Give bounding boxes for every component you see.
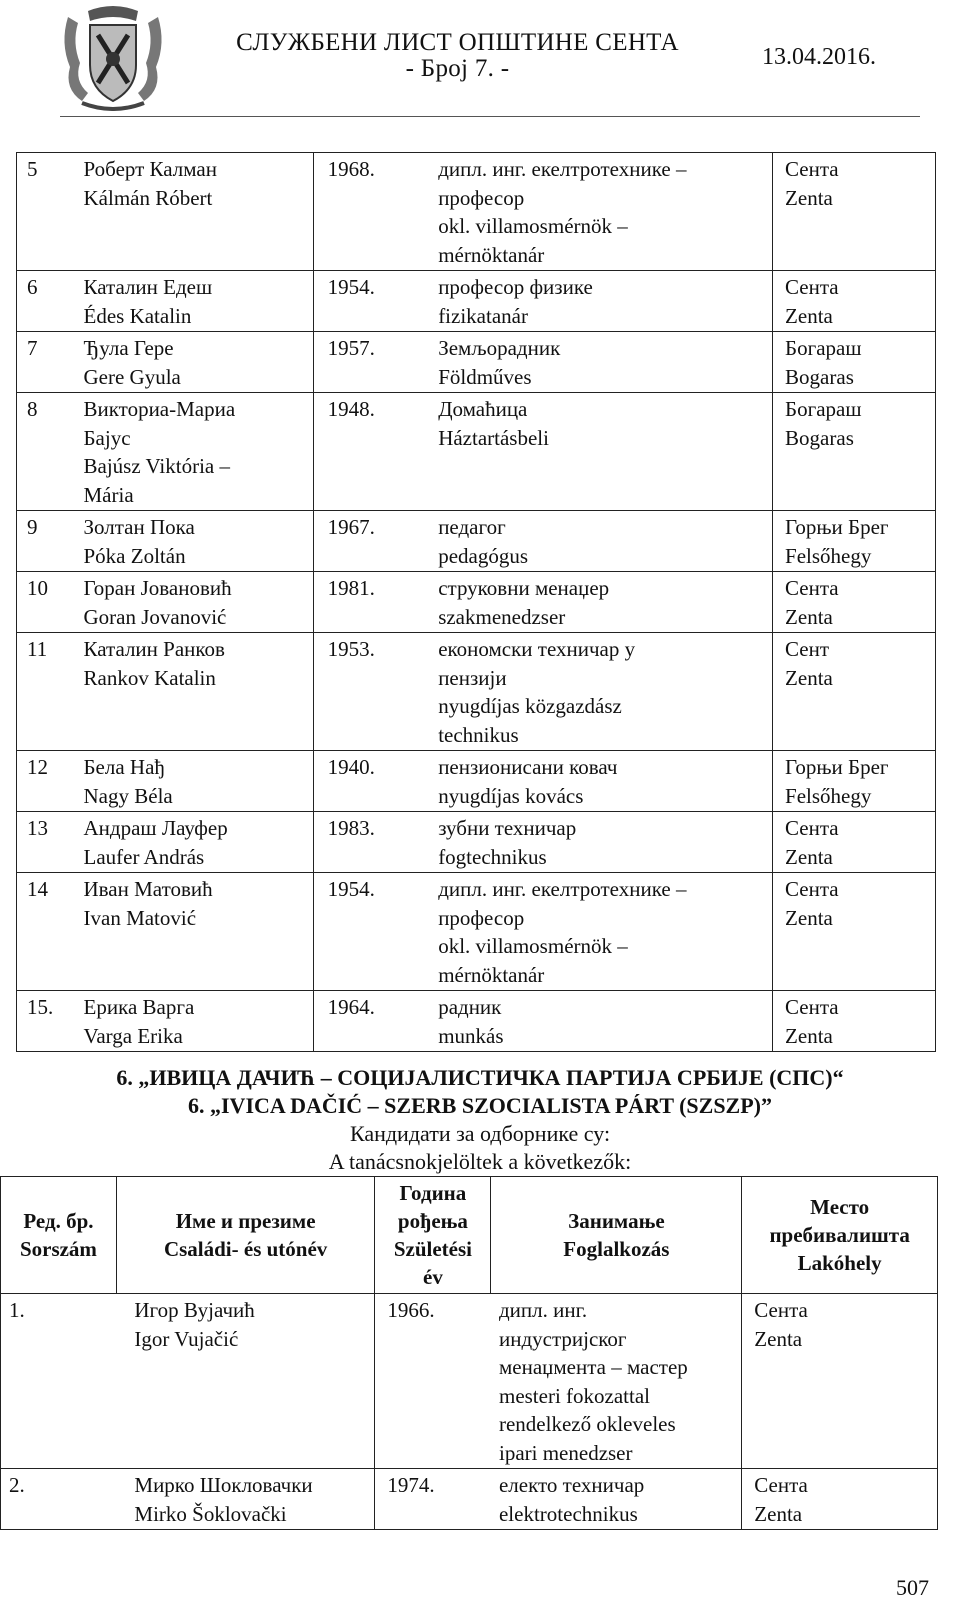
cell-residence-line: Сент bbox=[785, 637, 830, 661]
cell-residence-line: Felsőhegy bbox=[785, 783, 872, 808]
header-residence-line: Lakóhely bbox=[797, 1251, 882, 1275]
cell-occupation-line: Földműves bbox=[438, 364, 532, 389]
cell-name-line: Nagy Béla bbox=[83, 783, 173, 808]
cell-ordinal: 10 bbox=[17, 572, 78, 633]
candidate-table-continued bbox=[16, 152, 936, 1052]
cell-occupation-line: elektrotechnikus bbox=[498, 1501, 638, 1526]
cell-occupation bbox=[432, 751, 772, 812]
cell-occupation-line: електо техничар bbox=[498, 1473, 645, 1497]
cell-residence-line: Горњи Брег bbox=[785, 755, 889, 779]
cell-occupation-line: зубни техничар bbox=[438, 816, 577, 840]
cell-name-line: Каталин Ранков bbox=[83, 637, 225, 661]
header-divider bbox=[60, 116, 920, 117]
cell-residence-line: Zenta bbox=[785, 844, 833, 869]
cell-ordinal: 11 bbox=[17, 633, 78, 751]
cell-name-line: Золтан Пока bbox=[83, 515, 195, 539]
cell-occupation-line: дипл. инг. екелтротехнике – bbox=[438, 157, 687, 181]
cell-residence bbox=[773, 991, 936, 1052]
cell-ordinal: 9 bbox=[17, 511, 78, 572]
table-row bbox=[17, 332, 936, 393]
cell-birth-year: 1966. bbox=[375, 1294, 491, 1469]
page-number: 507 bbox=[896, 1575, 929, 1600]
cell-name bbox=[116, 1294, 374, 1469]
cell-birth-year: 1954. bbox=[313, 271, 432, 332]
cell-residence bbox=[773, 633, 936, 751]
cell-residence-line: Сента bbox=[785, 576, 839, 600]
cell-name-line: Андраш Лауфер bbox=[83, 816, 228, 840]
cell-name-line: Édes Katalin bbox=[83, 303, 192, 328]
cell-ordinal: 14 bbox=[17, 873, 78, 991]
cell-occupation bbox=[432, 991, 772, 1052]
table-row bbox=[17, 751, 936, 812]
cell-occupation bbox=[491, 1469, 742, 1530]
cell-occupation bbox=[432, 332, 772, 393]
cell-occupation-line: fizikatanár bbox=[438, 303, 528, 328]
cell-name-line: Иван Матовић bbox=[83, 877, 213, 901]
candidate-table-sps bbox=[0, 1176, 938, 1530]
cell-occupation bbox=[432, 873, 772, 991]
cell-birth-year: 1967. bbox=[313, 511, 432, 572]
cell-occupation-line: mérnöktanár bbox=[438, 962, 545, 987]
cell-residence-line: Богараш bbox=[785, 336, 862, 360]
gazette-title bbox=[205, 30, 710, 82]
cell-occupation bbox=[432, 812, 772, 873]
cell-birth-year: 1953. bbox=[313, 633, 432, 751]
cell-birth-year: 1968. bbox=[313, 153, 432, 271]
cell-occupation bbox=[491, 1294, 742, 1469]
cell-occupation-line: Земљорадник bbox=[438, 336, 561, 360]
cell-name-line: Ivan Matović bbox=[83, 905, 197, 930]
cell-residence bbox=[773, 153, 936, 271]
cell-occupation bbox=[432, 271, 772, 332]
header-ordinal bbox=[1, 1177, 117, 1294]
cell-residence-line: Zenta bbox=[785, 303, 833, 328]
cell-name bbox=[78, 812, 314, 873]
section-title-hungarian: 6. „IVICA DAČIĆ – SZERB SZOCIALISTA PÁRT (SZSZP)” bbox=[188, 1093, 772, 1118]
header-residence-line: Место bbox=[810, 1195, 870, 1219]
cell-residence-line: Сента bbox=[785, 816, 839, 840]
header-ordinal-sr: Ред. бр. bbox=[23, 1209, 94, 1233]
cell-name-line: Varga Erika bbox=[83, 1023, 183, 1048]
header-name-sr: Име и презиме bbox=[175, 1209, 316, 1233]
coat-of-arms-icon bbox=[58, 3, 168, 111]
cell-ordinal: 15. bbox=[17, 991, 78, 1052]
cell-occupation bbox=[432, 572, 772, 633]
cell-ordinal: 6 bbox=[17, 271, 78, 332]
cell-residence-line: Zenta bbox=[785, 905, 833, 930]
header-occupation bbox=[491, 1177, 742, 1294]
page-header bbox=[0, 0, 960, 120]
table-row bbox=[17, 812, 936, 873]
cell-name-line: Goran Jovanović bbox=[83, 604, 227, 629]
cell-birth-year: 1974. bbox=[375, 1469, 491, 1530]
header-name-hu: Családi- és utónév bbox=[163, 1237, 328, 1261]
table-row bbox=[1, 1294, 938, 1469]
cell-name bbox=[78, 991, 314, 1052]
cell-birth-year: 1981. bbox=[313, 572, 432, 633]
cell-residence bbox=[773, 511, 936, 572]
cell-occupation-line: Домаћица bbox=[438, 397, 528, 421]
cell-ordinal: 1. bbox=[1, 1294, 117, 1469]
cell-occupation-line: радник bbox=[438, 995, 502, 1019]
cell-name bbox=[78, 332, 314, 393]
cell-occupation-line: pedagógus bbox=[438, 543, 529, 568]
cell-occupation-line: професор bbox=[438, 905, 525, 930]
cell-name-line: Laufer András bbox=[83, 844, 205, 869]
table-row bbox=[17, 271, 936, 332]
cell-residence bbox=[773, 812, 936, 873]
cell-name bbox=[78, 873, 314, 991]
cell-residence-line: Zenta bbox=[754, 1501, 803, 1526]
cell-residence-line: Felsőhegy bbox=[785, 543, 872, 568]
cell-birth-year: 1948. bbox=[313, 393, 432, 511]
table-row bbox=[17, 873, 936, 991]
header-year-line: év bbox=[423, 1265, 443, 1289]
cell-occupation-line: nyugdíjas közgazdász bbox=[438, 694, 622, 718]
cell-occupation-line: индустријског bbox=[498, 1326, 627, 1351]
cell-name-line: Bajúsz Viktória – bbox=[83, 454, 230, 478]
cell-occupation-line: менаџмента – мастер bbox=[498, 1355, 688, 1379]
cell-ordinal: 7 bbox=[17, 332, 78, 393]
cell-residence bbox=[773, 572, 936, 633]
header-residence bbox=[742, 1177, 938, 1294]
cell-occupation-line: nyugdíjas kovács bbox=[438, 783, 584, 808]
cell-birth-year: 1983. bbox=[313, 812, 432, 873]
table-row bbox=[17, 511, 936, 572]
header-year-line: Születési bbox=[393, 1237, 472, 1261]
table-row bbox=[17, 633, 936, 751]
cell-name-line: Gere Gyula bbox=[83, 364, 181, 389]
cell-occupation-line: струковни менаџер bbox=[438, 576, 610, 600]
header-birth-year bbox=[375, 1177, 491, 1294]
cell-residence bbox=[773, 332, 936, 393]
section-title-serbian: 6. „ИВИЦА ДАЧИЋ – СОЦИЈАЛИСТИЧКА ПАРТИЈА СРБИЈЕ (СПС)“ bbox=[116, 1065, 844, 1090]
cell-residence-line: Zenta bbox=[785, 665, 833, 690]
cell-name-line: Роберт Калман bbox=[83, 157, 217, 181]
header-ordinal-hu: Sorszám bbox=[19, 1237, 97, 1261]
cell-name bbox=[78, 751, 314, 812]
cell-residence-line: Zenta bbox=[785, 604, 833, 629]
cell-name-line: Mirko Šoklovački bbox=[134, 1501, 287, 1526]
cell-occupation-line: okl. villamosmérnök – bbox=[438, 934, 628, 958]
cell-occupation-line: професор физике bbox=[438, 275, 593, 299]
cell-residence-line: Bogaras bbox=[785, 425, 854, 450]
header-occupation-hu: Foglalkozás bbox=[563, 1237, 670, 1261]
table-row bbox=[17, 991, 936, 1052]
cell-name-line: Каталин Едеш bbox=[83, 275, 213, 299]
cell-residence-line: Богараш bbox=[785, 397, 862, 421]
cell-name-line: Игор Вујачић bbox=[134, 1298, 255, 1322]
issue-date: 13.04.2016. bbox=[762, 44, 876, 70]
cell-residence bbox=[773, 271, 936, 332]
cell-occupation-line: okl. villamosmérnök – bbox=[438, 214, 628, 238]
cell-residence bbox=[773, 393, 936, 511]
table-row bbox=[17, 393, 936, 511]
cell-occupation-line: fogtechnikus bbox=[438, 844, 547, 869]
cell-residence-line: Сента bbox=[785, 275, 839, 299]
cell-ordinal: 13 bbox=[17, 812, 78, 873]
cell-name bbox=[78, 153, 314, 271]
cell-name bbox=[78, 572, 314, 633]
cell-occupation-line: szakmenedzser bbox=[438, 604, 566, 629]
gazette-name: СЛУЖБЕНИ ЛИСТ ОПШТИНЕ СЕНТА bbox=[236, 29, 679, 56]
cell-residence-line: Bogaras bbox=[785, 364, 854, 389]
cell-name-line: Ерика Варга bbox=[83, 995, 195, 1019]
cell-residence-line: Сента bbox=[754, 1298, 808, 1322]
cell-occupation-line: technikus bbox=[438, 722, 519, 747]
cell-ordinal: 5 bbox=[17, 153, 78, 271]
cell-name bbox=[78, 633, 314, 751]
cell-occupation-line: дипл. инг. екелтротехнике – bbox=[438, 877, 687, 901]
cell-residence bbox=[742, 1294, 938, 1469]
cell-name-line: Mária bbox=[83, 482, 134, 507]
cell-occupation bbox=[432, 393, 772, 511]
issue-number: - Број 7. - bbox=[405, 55, 510, 82]
cell-name-line: Ђула Гере bbox=[83, 336, 174, 360]
cell-occupation-line: педагог bbox=[438, 515, 506, 539]
candidates-intro-serbian: Кандидати за одборнике су: bbox=[349, 1121, 611, 1146]
cell-birth-year: 1940. bbox=[313, 751, 432, 812]
cell-occupation bbox=[432, 633, 772, 751]
cell-ordinal: 12 bbox=[17, 751, 78, 812]
cell-occupation-line: пензионисани ковач bbox=[438, 755, 618, 779]
cell-occupation-line: mesteri fokozattal bbox=[498, 1383, 651, 1408]
header-residence-line: пребивалишта bbox=[769, 1223, 910, 1247]
cell-residence bbox=[773, 873, 936, 991]
cell-residence-line: Zenta bbox=[785, 185, 833, 210]
cell-occupation-line: Háztartásbeli bbox=[438, 425, 549, 450]
cell-occupation-line: пензији bbox=[438, 665, 507, 690]
cell-occupation-line: професор bbox=[438, 185, 525, 210]
cell-name-line: Викториа-Мариа bbox=[83, 397, 236, 421]
cell-occupation-line: mérnöktanár bbox=[438, 242, 545, 267]
header-occupation-sr: Занимање bbox=[568, 1209, 665, 1233]
cell-birth-year: 1957. bbox=[313, 332, 432, 393]
cell-birth-year: 1954. bbox=[313, 873, 432, 991]
candidates-intro-hungarian: A tanácsnokjelöltek a következők: bbox=[328, 1149, 632, 1174]
table-row bbox=[17, 572, 936, 633]
cell-residence-line: Сента bbox=[785, 157, 839, 181]
header-year-line: Година bbox=[399, 1181, 467, 1205]
cell-name bbox=[78, 271, 314, 332]
cell-name bbox=[116, 1469, 374, 1530]
cell-name-line: Горан Јовановић bbox=[83, 576, 232, 600]
cell-residence-line: Сента bbox=[785, 995, 839, 1019]
cell-residence-line: Zenta bbox=[785, 1023, 833, 1048]
cell-occupation-line: rendelkező okleveles bbox=[498, 1412, 676, 1436]
cell-name-line: Мирко Шокловачки bbox=[134, 1473, 313, 1497]
cell-ordinal: 2. bbox=[1, 1469, 117, 1530]
table-row bbox=[17, 153, 936, 271]
table-header-row bbox=[1, 1177, 938, 1294]
cell-name bbox=[78, 511, 314, 572]
cell-occupation-line: економски техничар у bbox=[438, 637, 636, 661]
cell-occupation bbox=[432, 511, 772, 572]
cell-residence-line: Горњи Брег bbox=[785, 515, 889, 539]
cell-occupation-line: munkás bbox=[438, 1023, 504, 1048]
cell-residence-line: Сента bbox=[785, 877, 839, 901]
cell-residence bbox=[742, 1469, 938, 1530]
header-year-line: рођења bbox=[397, 1209, 468, 1233]
cell-occupation-line: ipari menedzser bbox=[498, 1440, 633, 1465]
cell-name-line: Póka Zoltán bbox=[83, 543, 186, 568]
cell-name-line: Бајус bbox=[83, 425, 131, 450]
cell-residence-line: Zenta bbox=[754, 1326, 803, 1351]
cell-name-line: Rankov Katalin bbox=[83, 665, 216, 690]
cell-occupation-line: дипл. инг. bbox=[498, 1298, 588, 1322]
table-row bbox=[1, 1469, 938, 1530]
cell-name bbox=[78, 393, 314, 511]
cell-name-line: Kálmán Róbert bbox=[83, 185, 213, 210]
cell-occupation bbox=[432, 153, 772, 271]
header-name bbox=[116, 1177, 374, 1294]
cell-name-line: Бела Нађ bbox=[83, 755, 165, 779]
cell-birth-year: 1964. bbox=[313, 991, 432, 1052]
cell-ordinal: 8 bbox=[17, 393, 78, 511]
cell-name-line: Igor Vujačić bbox=[134, 1326, 239, 1351]
cell-residence bbox=[773, 751, 936, 812]
cell-residence-line: Сента bbox=[754, 1473, 808, 1497]
